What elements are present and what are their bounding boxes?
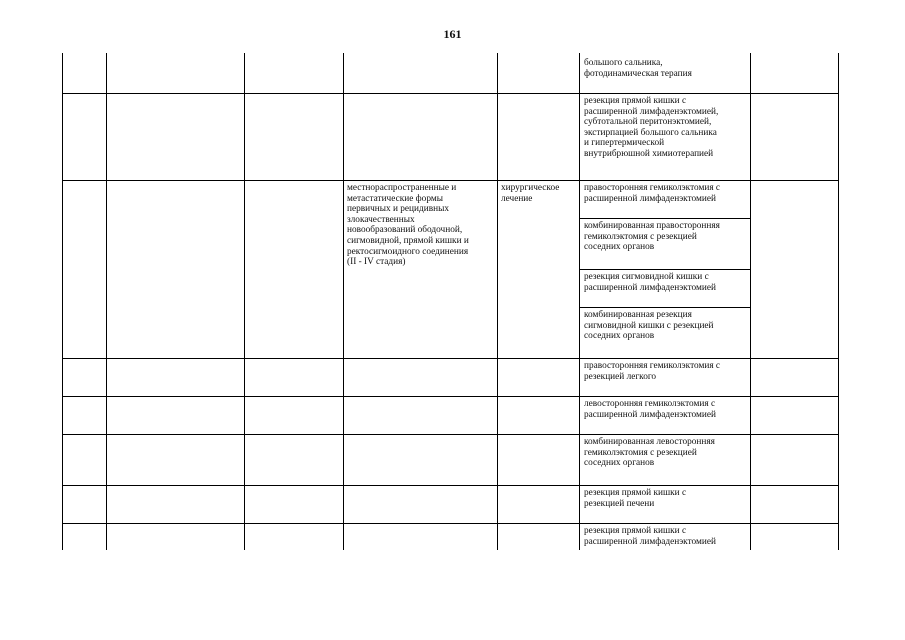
method-cell: резекция прямой кишки с резекцией печени [584,488,687,509]
method-cell: резекция прямой кишки с расширенной лимфаденэктомией [584,526,716,547]
row-border [579,269,751,270]
method-cell: резекция прямой кишки с расширенной лимфаденэктомией, субтотальной перитонэктомией, экстирпацией большого сальника и гипертермической внутрибрюшной химиотерапией [584,96,719,159]
page-number: 161 [443,27,462,41]
diagnosis-cell: местнораспространенные и метастатические формы первичных и рецидивных злокачественных новообразований ободочной, сигмовидной, прямой кишки и ректосигмоидного соединения (II - IV стадия) [347,183,469,268]
row-border [62,93,839,94]
row-border [62,358,839,359]
row-border [62,485,839,486]
method-cell: комбинированная правосторонняя гемиколэктомия с резекцией соседних органов [584,221,720,253]
column-border [244,53,245,550]
column-border [579,53,580,550]
method-cell: левосторонняя гемиколэктомия с расширенной лимфаденэктомией [584,399,716,420]
row-border [62,523,839,524]
column-border [838,53,839,550]
treatment-cell: хирургическое лечение [501,183,560,204]
method-cell: комбинированная левосторонняя гемиколэктомия с резекцией соседних органов [584,437,715,469]
column-border [343,53,344,550]
method-cell: резекция сигмовидной кишки с расширенной лимфаденэктомией [584,272,716,293]
medical-care-table [62,53,839,550]
method-cell: правосторонняя гемиколэктомия с резекцией легкого [584,361,721,382]
method-cell: большого сальника, фотодинамическая терапия [584,58,692,79]
row-border [579,307,751,308]
method-cell: комбинированная резекция сигмовидной кишки с резекцией соседних органов [584,310,714,342]
row-border [579,218,751,219]
row-border [62,180,839,181]
method-cell: правосторонняя гемиколэктомия с расширенной лимфаденэктомией [584,183,721,204]
column-border [750,53,751,550]
column-border [62,53,63,550]
row-border [62,396,839,397]
column-border [106,53,107,550]
row-border [62,434,839,435]
column-border [497,53,498,550]
